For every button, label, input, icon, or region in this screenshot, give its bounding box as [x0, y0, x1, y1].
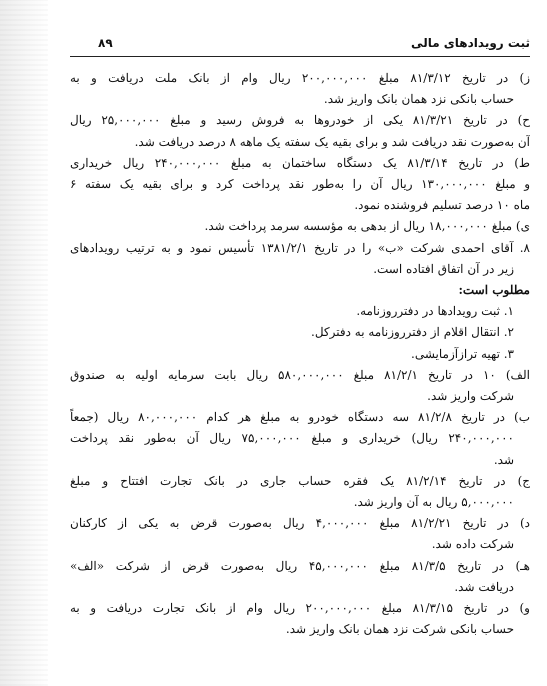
text-line: آن به‌صورت نقد دریافت شد و برای بقیه یک سفته یک ماهه ۸ درصد دریافت شد.	[134, 134, 530, 149]
list-item: ۳. تهیه ترازآزمایشی.	[411, 346, 514, 361]
text-line: ی) مبلغ ۱۸,۰۰۰,۰۰۰ ریال از بدهی به مؤسسه سرمد پرداخت شد.	[204, 219, 530, 234]
scan-edge-shadow	[0, 0, 48, 686]
text-line: و مبلغ ۱۳۰,۰۰۰,۰۰۰ ریال آن را به‌طور نقد پرداخت کرد و برای بقیه یک سفته ۶	[70, 177, 530, 192]
text-line: دریافت شد.	[454, 579, 514, 594]
header-rule	[70, 56, 530, 57]
text-line: ب) در تاریخ ۸۱/۲/۸ سه دستگاه خودرو به مبلغ هر کدام ۸۰,۰۰۰,۰۰۰ ریال (جمعاً	[70, 410, 530, 425]
running-header	[70, 36, 530, 56]
chapter-title: ثبت رویدادهای مالی	[411, 36, 530, 50]
text-line: ز) در تاریخ ۸۱/۳/۱۲ مبلغ ۲۰۰,۰۰۰,۰۰۰ ریال وام از بانک ملت دریافت و به	[70, 71, 530, 85]
text-line: حساب بانکی نزد همان بانک واریز شد.	[323, 92, 514, 107]
text-line: شد.	[493, 452, 514, 467]
text-line: ۲۴۰,۰۰۰,۰۰۰ ریال) خریداری و مبلغ ۷۵,۰۰۰,۰۰۰ ریال آن به‌طور نقد پرداخت	[70, 431, 514, 446]
list-item: ۲. انتقال اقلام از دفترروزنامه به دفترکل.	[311, 325, 514, 340]
text-line: هـ) در تاریخ ۸۱/۳/۵ مبلغ ۴۵,۰۰۰,۰۰۰ ریال به‌صورت قرض از شرکت «الف»	[70, 558, 530, 573]
text-line: ج) در تاریخ ۸۱/۲/۱۴ یک فقره حساب جاری در بانک تجارت افتتاح و مبلغ	[70, 473, 530, 488]
text-line: ماه ۱۰ درصد تسلیم فروشنده نمود.	[354, 198, 530, 213]
text-line: ط) در تاریخ ۸۱/۳/۱۴ یک دستگاه ساختمان به مبلغ ۲۴۰,۰۰۰,۰۰۰ ریال خریداری	[70, 155, 530, 170]
list-item: ۱. ثبت رویدادها در دفترروزنامه.	[356, 304, 514, 319]
text-line: د) در تاریخ ۸۱/۲/۲۱ مبلغ ۴,۰۰۰,۰۰۰ ریال به‌صورت قرض به یکی از کارکنان	[70, 516, 530, 531]
section-heading: مطلوب است:	[458, 283, 530, 298]
page-number: ۸۹	[98, 36, 113, 50]
text-line: شرکت داده شد.	[431, 537, 514, 552]
text-line: ۵,۰۰۰,۰۰۰ ریال به آن واریز شد.	[353, 495, 514, 510]
page-body	[70, 68, 530, 640]
text-line: حساب بانکی شرکت نزد همان بانک واریز شد.	[285, 622, 514, 637]
text-line: زیر در آن اتفاق افتاده است.	[373, 261, 514, 276]
text-line: ح) در تاریخ ۸۱/۳/۲۱ یکی از خودروها به فروش رسید و مبلغ ۲۵,۰۰۰,۰۰۰ ریال	[70, 113, 530, 128]
text-line: الف) ۱۰ در تاریخ ۸۱/۲/۱ مبلغ ۵۸۰,۰۰۰,۰۰۰ ریال بابت سرمایه اولیه به صندوق	[70, 367, 530, 382]
text-line: ۸. آقای احمدی شرکت «ب» را در تاریخ ۱۳۸۱/۲/۱ تأسیس نمود و به ترتیب رویدادهای	[70, 240, 530, 255]
book-page	[70, 0, 530, 686]
text-line: و) در تاریخ ۸۱/۳/۱۵ مبلغ ۲۰۰,۰۰۰,۰۰۰ ریال وام از بانک تجارت دریافت و به	[70, 601, 530, 616]
text-line: شرکت واریز شد.	[427, 389, 514, 404]
